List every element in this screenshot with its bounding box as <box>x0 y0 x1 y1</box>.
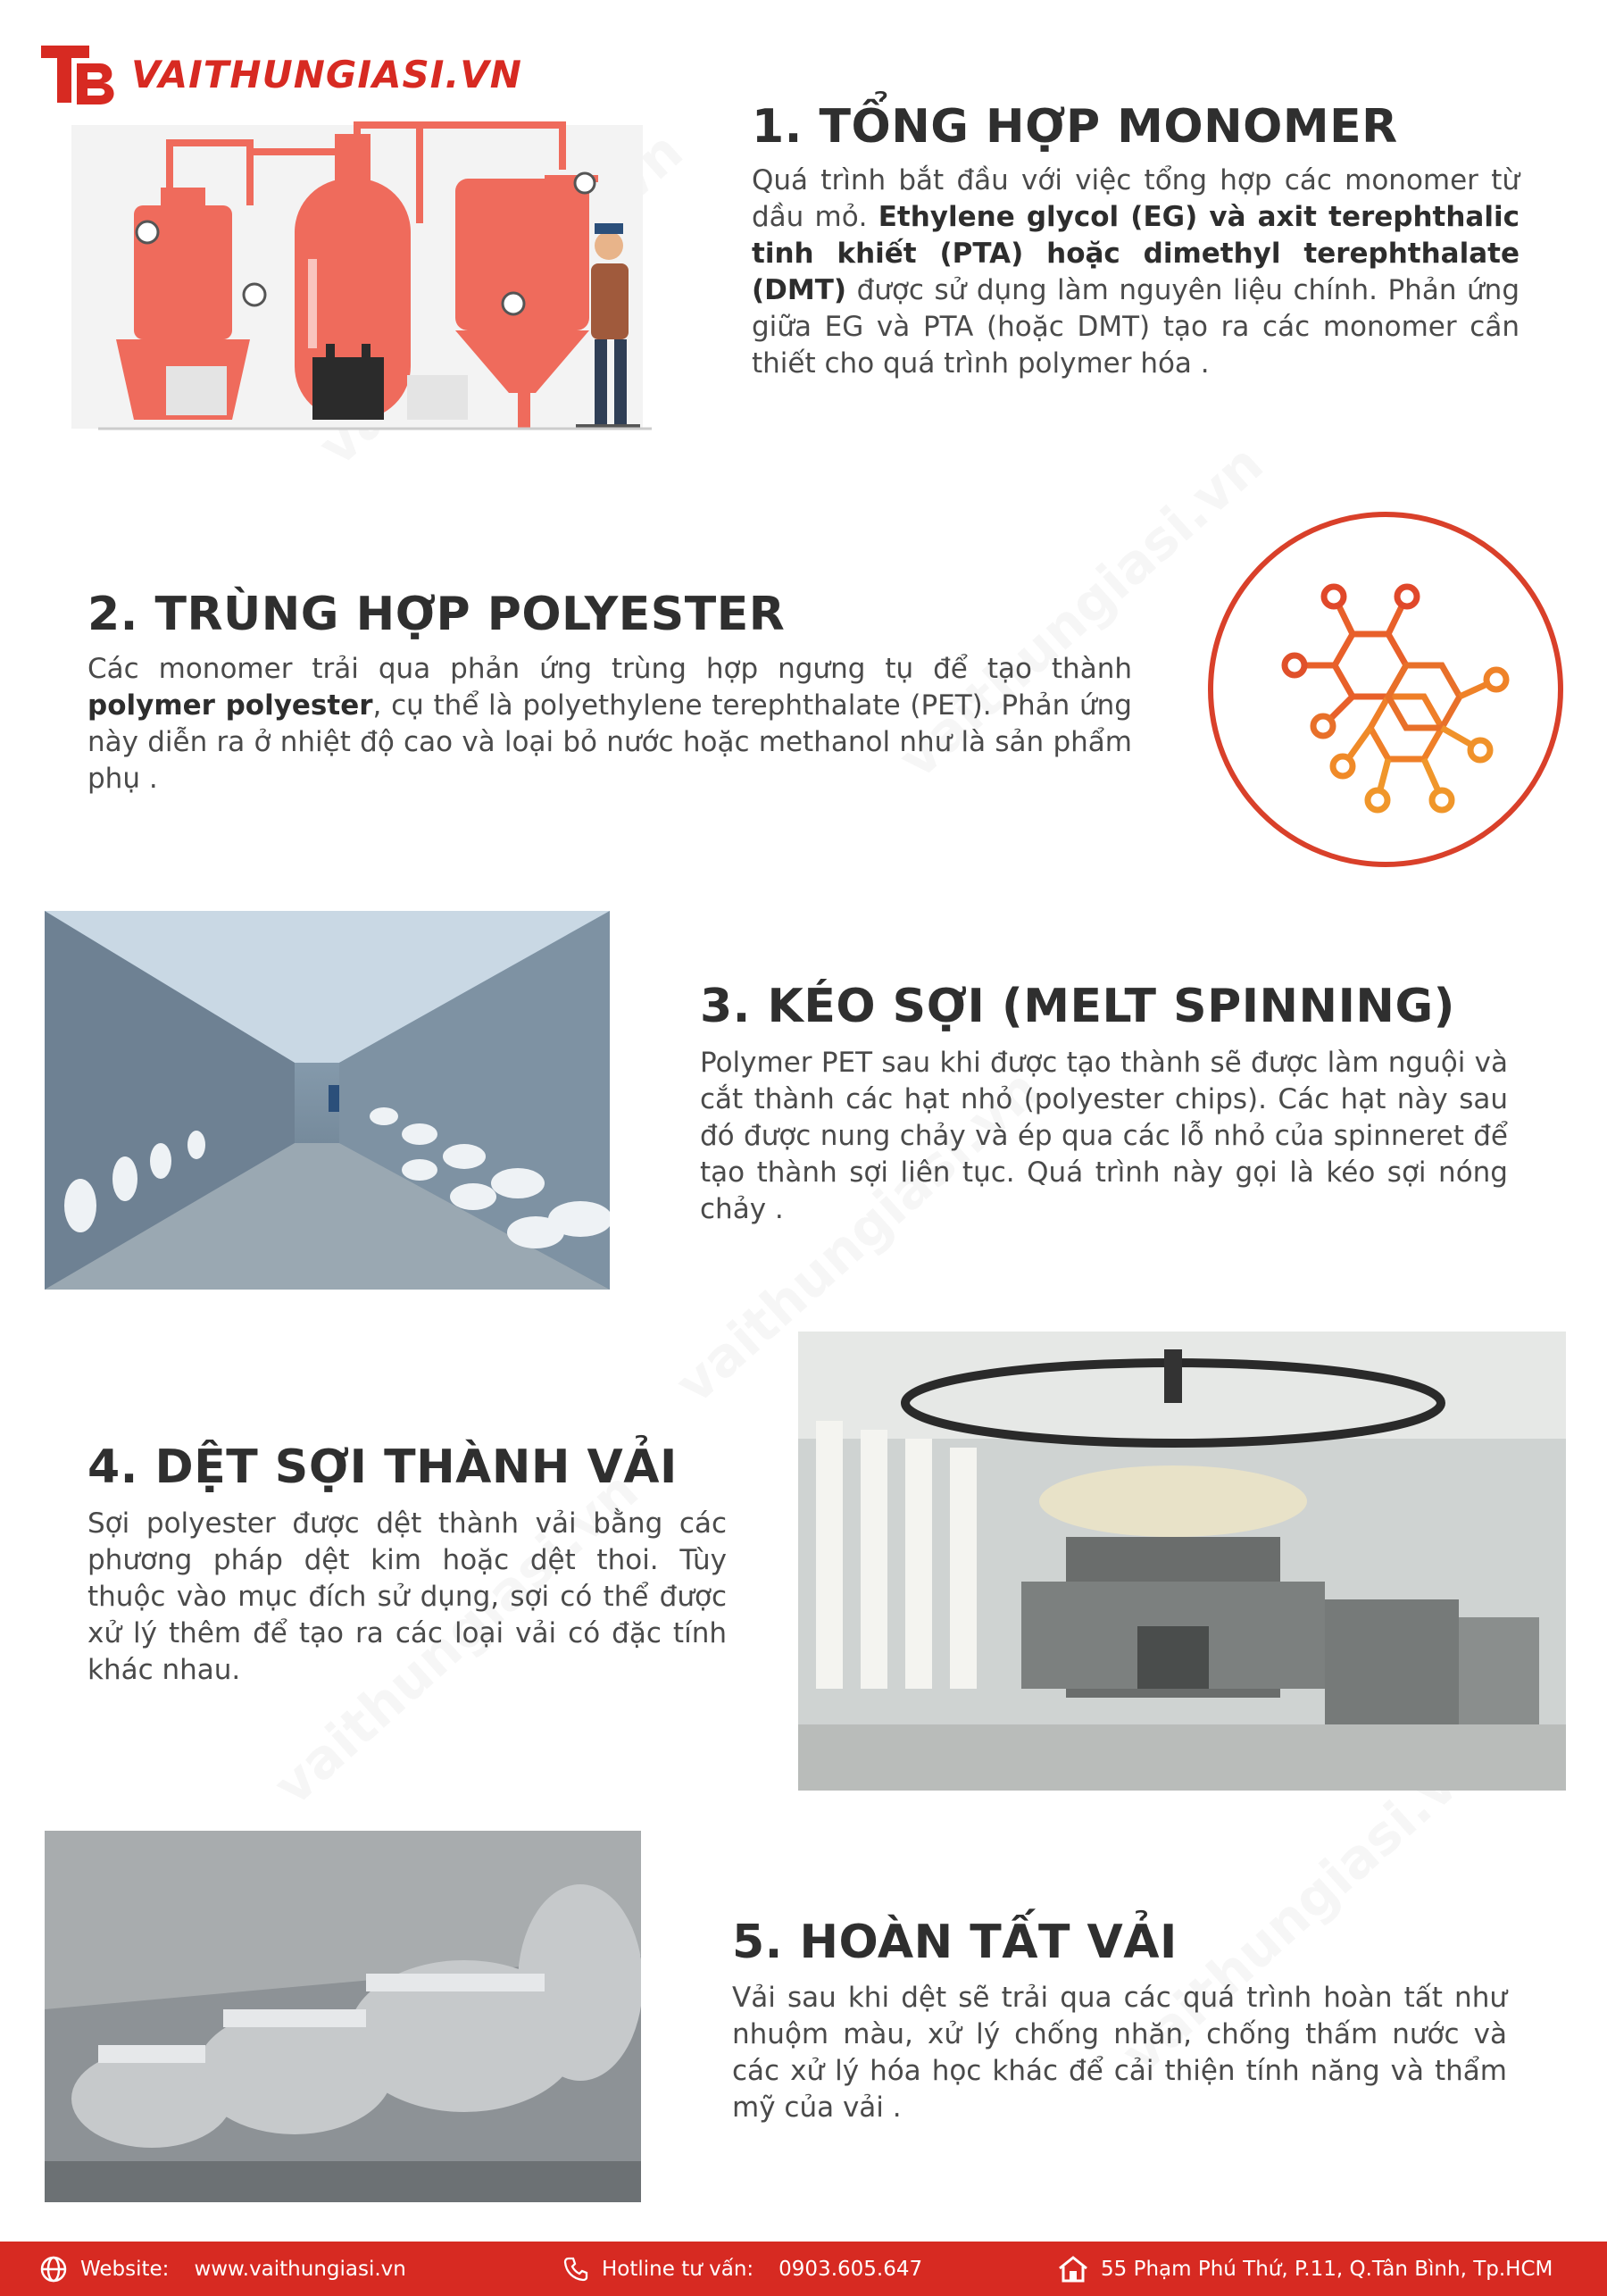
section-1-title: 1. TỔNG HỢP MONOMER <box>752 100 1398 154</box>
address-text: 55 Phạm Phú Thứ, P.11, Q.Tân Bình, Tp.HCM <box>1101 2257 1553 2281</box>
section-2-text-bold: polymer polyester <box>87 689 373 722</box>
section-4-text: Sợi polyester được dệt thành vải bằng các phương pháp dệt kim hoặc dệt thoi. Tùy thuộc vào mục đích sử dụng, sợi có thể được xử lý thêm để tạo ra các loại vải có đặc tính khác nhau. <box>87 1507 727 1686</box>
molecule-icon <box>1205 509 1566 870</box>
website-link[interactable]: www.vaithungiasi.vn <box>194 2257 406 2281</box>
section-3-title: 3. KÉO SỢI (MELT SPINNING) <box>700 980 1455 1033</box>
footer-address <box>1058 2242 1553 2296</box>
monomer-factory-illustration <box>62 98 670 447</box>
section-5-title: 5. HOÀN TẤT VẢI <box>732 1916 1178 1969</box>
melt-spinning-photo <box>45 911 610 1290</box>
globe-icon <box>39 2255 68 2283</box>
section-1-text-bold: Ethylene glycol (EG) và axit terephthalic tinh khiết (PTA) hoặc dimethyl terephthalate (DMT) <box>752 201 1520 306</box>
section-2-text <box>87 651 1132 797</box>
phone-icon <box>562 2256 589 2283</box>
footer-website[interactable] <box>39 2242 406 2296</box>
section-2-title: 2. TRÙNG HỢP POLYESTER <box>87 588 786 641</box>
website-label: Website: <box>80 2257 170 2281</box>
section-3-text: Polymer PET sau khi được tạo thành sẽ được làm nguội và cắt thành các hạt nhỏ (polyester chips). Các hạt này sau đó được nung chảy và ép qua các lỗ nhỏ của spinneret để tạo thành sợi liên tục. Quá trình này gọi là kéo sợi nóng chảy . <box>700 1047 1508 1225</box>
house-icon <box>1058 2255 1088 2283</box>
knitting-machine-photo <box>798 1332 1566 1791</box>
hotline-number[interactable]: 0903.605.647 <box>779 2257 923 2281</box>
section-2-text-part2: , cụ thể là polyethylene terephthalate (PET). Phản ứng này diễn ra ở nhiệt độ cao và loại bỏ nước hoặc methanol như là sản phẩm phụ . <box>87 689 1132 795</box>
section-1-text-part1: Quá trình bắt đầu với việc tổng hợp các monomer từ dầu mỏ. <box>752 164 1520 233</box>
logo-mark-icon <box>37 40 122 107</box>
section-2-text-part1: Các monomer trải qua phản ứng trùng hợp ngưng tụ để tạo thành <box>87 653 1132 685</box>
footer-bar <box>0 2242 1607 2296</box>
section-1-text <box>752 163 1520 382</box>
hotline-label: Hotline tư vấn: <box>602 2257 754 2281</box>
section-4-title: 4. DỆT SỢI THÀNH VẢI <box>87 1440 678 1494</box>
footer-hotline[interactable] <box>562 2242 922 2296</box>
section-5-text: Vải sau khi dệt sẽ trải qua các quá trình hoàn tất như nhuộm màu, xử lý chống nhăn, chống thấm nước và các xử lý hóa học khác để cải thiện tính năng và thẩm mỹ của vải . <box>732 1982 1507 2124</box>
section-1-text-part2: được sử dụng làm nguyên liệu chính. Phản ứng giữa EG và PTA (hoặc DMT) tạo ra các monomer cần thiết cho quá trình polymer hóa . <box>752 274 1520 380</box>
brand-name: VAITHUNGIASI.VN <box>131 53 522 96</box>
fabric-finishing-photo <box>45 1831 641 2202</box>
